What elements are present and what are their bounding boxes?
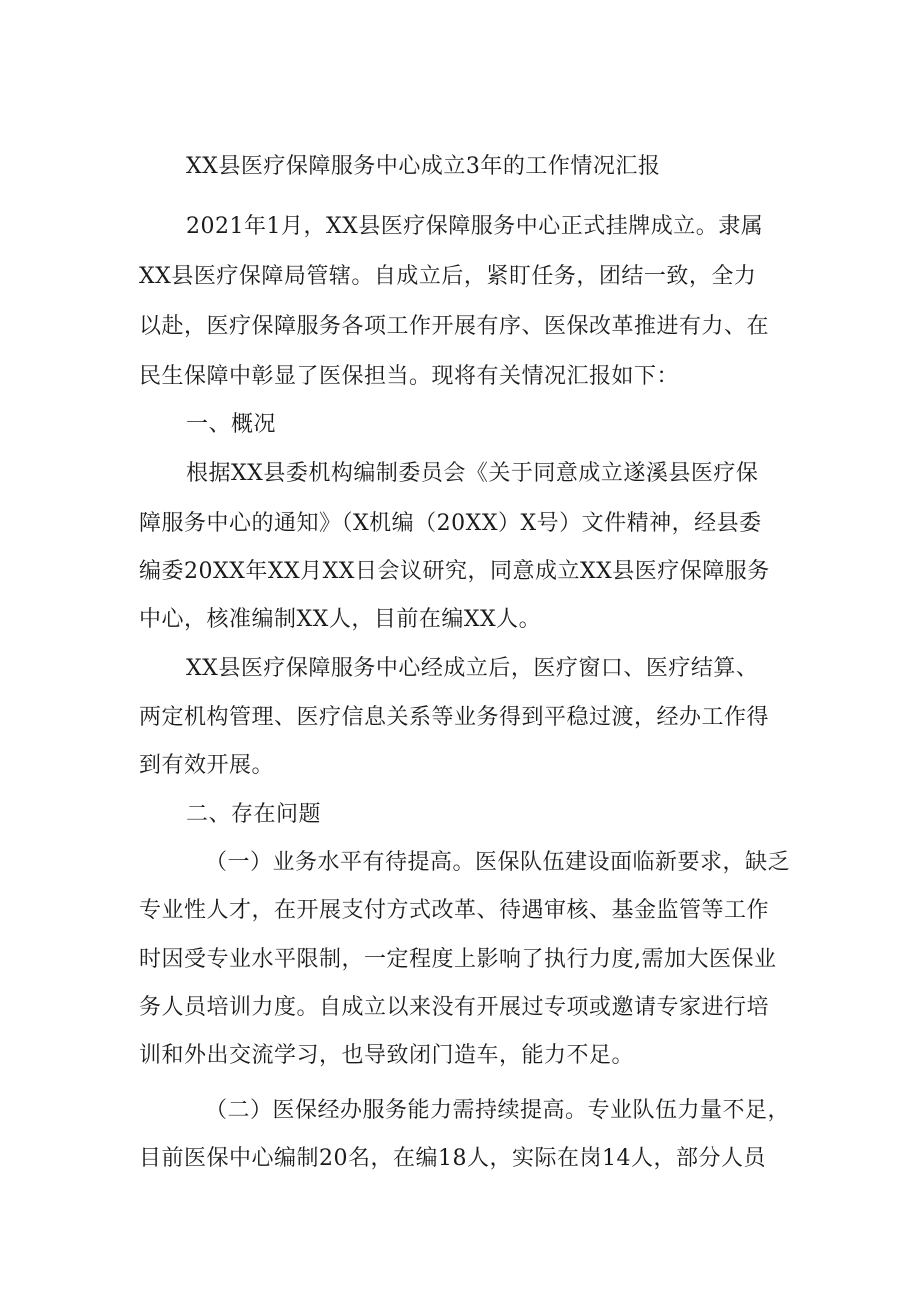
paragraph-line: 目前医保中心编制20名，在编18人，实际在岗14人，部分人员	[139, 1146, 766, 1171]
section-heading: 二、存在问题	[186, 802, 322, 827]
paragraph-line: 民生保障中彰显了医保担当。现将有关情况汇报如下：	[139, 364, 680, 389]
section-heading: 一、概况	[186, 412, 277, 437]
paragraph-line: 障服务中心的通知》（X机编（20XX）X号）文件精神，经县委	[139, 511, 762, 536]
paragraph-line: XX县医疗保障服务中心经成立后，医疗窗口、医疗结算、	[186, 656, 759, 681]
paragraph-line: 2021年1月，XX县医疗保障服务中心正式挂牌成立。隶属	[186, 214, 764, 239]
paragraph-line: 编委20XX年XX月XX日会议研究，同意成立XX县医疗保障服务	[139, 559, 770, 584]
paragraph-line: 两定机构管理、医疗信息关系等业务得到平稳过渡，经办工作得	[139, 705, 770, 730]
paragraph-line: 训和外出交流学习，也导致闭门造车，能力不足。	[139, 1043, 635, 1068]
paragraph-line: 时因受专业水平限制，一定程度上影响了执行力度,需加大医保业	[139, 947, 777, 972]
paragraph-line: （二）医保经办服务能力需持续提高。专业队伍力量不足，	[205, 1098, 791, 1123]
document-title: XX县医疗保障服务中心成立3年的工作情况汇报	[186, 154, 661, 179]
paragraph-line: 中心，核准编制XX人，目前在编XX人。	[139, 607, 542, 632]
paragraph-line: （一）业务水平有待提高。医保队伍建设面临新要求，缺乏	[205, 850, 791, 875]
paragraph-line: 以赴，医疗保障服务各项工作开展有序、医保改革推进有力、在	[139, 314, 770, 339]
paragraph-line: 根据XX县委机构编制委员会《关于同意成立遂溪县医疗保	[186, 461, 759, 486]
paragraph-line: 到有效开展。	[139, 753, 275, 778]
paragraph-line: 专业性人才，在开展支付方式改革、待遇审核、基金监管等工作	[139, 898, 770, 923]
paragraph-line: XX县医疗保障局管辖。自成立后，紧盯任务，团结一致，全力	[139, 264, 757, 289]
paragraph-line: 务人员培训力度。自成立以来没有开展过专项或邀请专家进行培	[139, 995, 770, 1020]
